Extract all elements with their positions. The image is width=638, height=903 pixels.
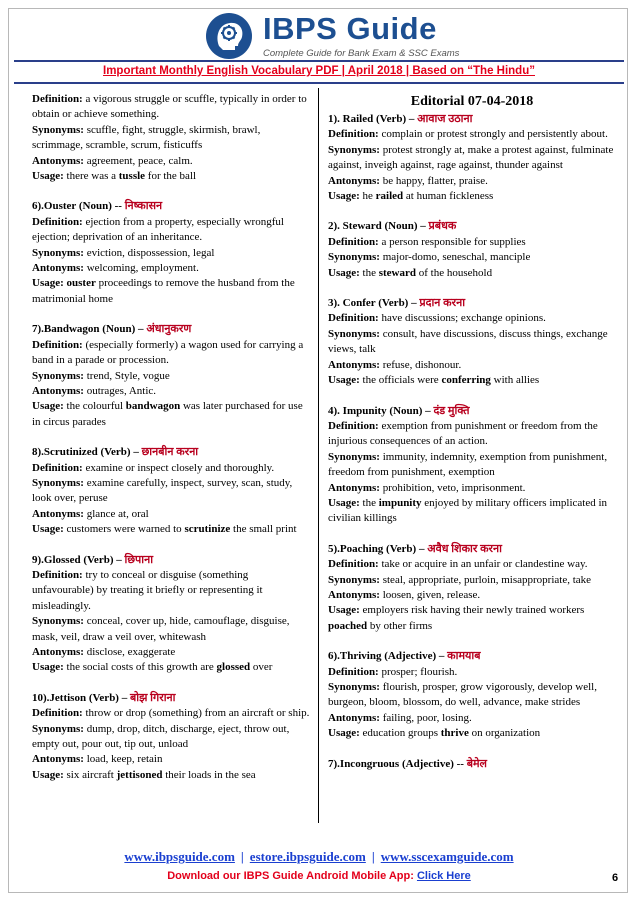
synonyms-line: Synonyms: immunity, indemnity, exemption from punishment, freedom from punishment, exemption <box>328 450 608 479</box>
synonyms-line: Synonyms: examine carefully, inspect, survey, scan, study, look over, peruse <box>32 476 293 505</box>
left-column <box>32 92 310 783</box>
definition-line: Definition: a vigorous struggle or scuffle, typically in order to obtain or achieve something. <box>32 93 307 121</box>
usage-line: Usage: education groups thrive on organization <box>328 727 541 740</box>
synonyms-line: Synonyms: trend, Style, vogue <box>32 369 170 382</box>
entry-heading: 3). Confer (Verb) – प्रदान करना <box>328 297 466 310</box>
vocab-entry <box>32 445 310 537</box>
page-number: 6 <box>612 872 619 884</box>
vocab-entry <box>32 322 310 430</box>
vocab-entry <box>328 296 616 388</box>
entry-heading: 4). Impunity (Noun) – दंड मुक्ति <box>328 404 470 417</box>
antonyms-line: Antonyms: outrages, Antic. <box>32 384 157 397</box>
brand-name: IBPS Guide <box>263 11 437 46</box>
page-title: Important Monthly English Vocabulary PDF | April 2018 | Based on “The Hindu” <box>103 65 535 77</box>
antonyms-line: Antonyms: be happy, flatter, praise. <box>328 174 488 187</box>
definition-line: Definition: have discussions; exchange opinions. <box>328 312 546 325</box>
brand-tagline: Complete Guide for Bank Exam & SSC Exams <box>263 48 460 59</box>
usage-line: Usage: he railed at human fickleness <box>328 190 494 203</box>
entry-heading: 6).Thriving (Adjective) – कामयाब <box>328 650 481 663</box>
usage-line: Usage: the colourful bandwagon was later purchased for use in circus parades <box>32 400 303 428</box>
synonyms-line: Synonyms: eviction, dispossession, legal <box>32 246 215 259</box>
vocab-entry <box>32 92 310 184</box>
entry-heading: 10).Jettison (Verb) – बोझ गिराना <box>32 691 176 704</box>
right-column <box>328 92 616 772</box>
app-download-line <box>0 870 638 882</box>
usage-line: Usage: the impunity enjoyed by military officers implicated in civilian killings <box>328 496 608 525</box>
synonyms-line: Synonyms: dump, drop, ditch, discharge, eject, throw out, empty out, pour out, tip out, unload <box>32 722 290 751</box>
header-rule-top <box>14 60 624 62</box>
ibps-guide-logo[interactable] <box>205 11 460 64</box>
definition-line: Definition: prosper; flourish. <box>328 665 458 678</box>
vocab-entry <box>328 542 616 634</box>
brain-head-icon <box>205 12 253 60</box>
sscexamguide-link[interactable]: www.sscexamguide.com <box>380 849 514 864</box>
definition-line: Definition: throw or drop (something) from an aircraft or ship. <box>32 707 310 720</box>
antonyms-line: Antonyms: agreement, peace, calm. <box>32 154 193 167</box>
footer-separator: | <box>240 849 244 864</box>
entry-heading: 8).Scrutinized (Verb) – छानबीन करना <box>32 446 199 459</box>
antonyms-line: Antonyms: welcoming, employment. <box>32 262 199 275</box>
definition-line: Definition: try to conceal or disguise (something unfavourable) by treating it briefly or representing it misleadingly. <box>32 568 263 612</box>
antonyms-line: Antonyms: prohibition, veto, imprisonment. <box>328 481 526 494</box>
antonyms-line: Antonyms: loosen, given, release. <box>328 588 481 601</box>
vocab-entry <box>328 112 616 204</box>
definition-line: Definition: ejection from a property, especially wrongful ejection; deprivation of an inheritance. <box>32 215 284 244</box>
entry-heading: 5).Poaching (Verb) – अवैध शिकार करना <box>328 542 503 555</box>
entry-heading: 1). Railed (Verb) – आवाज उठाना <box>328 113 473 125</box>
antonyms-line: Antonyms: failing, poor, losing. <box>328 711 472 724</box>
entry-heading: 7).Bandwagon (Noun) – अंधानुकरण <box>32 323 192 336</box>
vocab-entry <box>32 199 310 307</box>
synonyms-line: Synonyms: protest strongly at, make a protest against, fulminate against, inveigh against, rage against, thunder against <box>328 143 614 172</box>
definition-line: Definition: a person responsible for supplies <box>328 235 526 248</box>
vocab-entry <box>328 649 616 741</box>
synonyms-line: Synonyms: conceal, cover up, hide, camouflage, disguise, mask, veil, draw a veil over, whitewash <box>32 615 290 643</box>
header-rule-bottom <box>14 82 624 84</box>
synonyms-line: Synonyms: major-domo, seneschal, manciple <box>328 251 531 264</box>
vocab-entry <box>32 691 310 783</box>
usage-line: Usage: the officials were conferring with allies <box>328 374 540 387</box>
entry-heading: 9).Glossed (Verb) – छिपाना <box>32 553 154 566</box>
ibpsguide-link[interactable]: www.ibpsguide.com <box>124 849 235 864</box>
usage-line: Usage: six aircraft jettisoned their loads in the sea <box>32 768 256 781</box>
footer-separator: | <box>371 849 375 864</box>
app-download-text: Download our IBPS Guide Android Mobile App: <box>167 870 414 882</box>
vocab-entry <box>32 553 310 676</box>
definition-line: Definition: exemption from punishment or freedom from the injurious consequences of an action. <box>328 419 598 448</box>
antonyms-line: Antonyms: glance at, oral <box>32 507 149 520</box>
editorial-title: Editorial 07-04-2018 <box>410 94 534 109</box>
usage-line: Usage: the social costs of this growth are glossed over <box>32 661 273 674</box>
synonyms-line: Synonyms: steal, appropriate, purloin, misappropriate, take <box>328 573 592 586</box>
usage-line: Usage: employers risk having their newly trained workers poached by other firms <box>328 604 585 632</box>
usage-line: Usage: there was a tussle for the ball <box>32 170 197 183</box>
column-divider <box>318 88 319 823</box>
footer-links <box>0 849 638 865</box>
click-here-link[interactable]: Click Here <box>416 870 471 882</box>
vocab-entry <box>328 404 616 527</box>
definition-line: Definition: examine or inspect closely and thoroughly. <box>32 461 275 474</box>
antonyms-line: Antonyms: load, keep, retain <box>32 753 163 766</box>
vocab-entry <box>328 219 616 281</box>
synonyms-line: Synonyms: flourish, prosper, grow vigorously, develop well, burgeon, bloom, blossom, do well, advance, make strides <box>328 681 597 709</box>
synonyms-line: Synonyms: consult, have discussions, discuss things, exchange views, talk <box>328 327 608 356</box>
antonyms-line: Antonyms: refuse, dishonour. <box>328 358 462 371</box>
usage-line: Usage: customers were warned to scrutinize the small print <box>32 523 297 536</box>
definition-line: Definition: take or acquire in an unfair or clandestine way. <box>328 558 588 571</box>
definition-line: Definition: (especially formerly) a wagon used for carrying a band in a parade or procession. <box>32 338 304 367</box>
entry-heading: 2). Steward (Noun) – प्रबंधक <box>328 220 457 233</box>
definition-line: Definition: complain or protest strongly and persistently about. <box>328 128 608 141</box>
usage-line: Usage: the steward of the household <box>328 266 493 279</box>
entry-heading: 7).Incongruous (Adjective) -- बेमेल <box>328 757 488 770</box>
estore-link[interactable]: estore.ibpsguide.com <box>249 849 366 864</box>
synonyms-line: Synonyms: scuffle, fight, struggle, skirmish, brawl, scrimmage, scramble, scrum, fisticuffs <box>32 123 261 152</box>
usage-line: Usage: ouster proceedings to remove the husband from the matrimonial home <box>32 277 295 305</box>
antonyms-line: Antonyms: disclose, exaggerate <box>32 646 176 658</box>
entry-heading: 6).Ouster (Noun) -- निष्कासन <box>32 200 163 213</box>
